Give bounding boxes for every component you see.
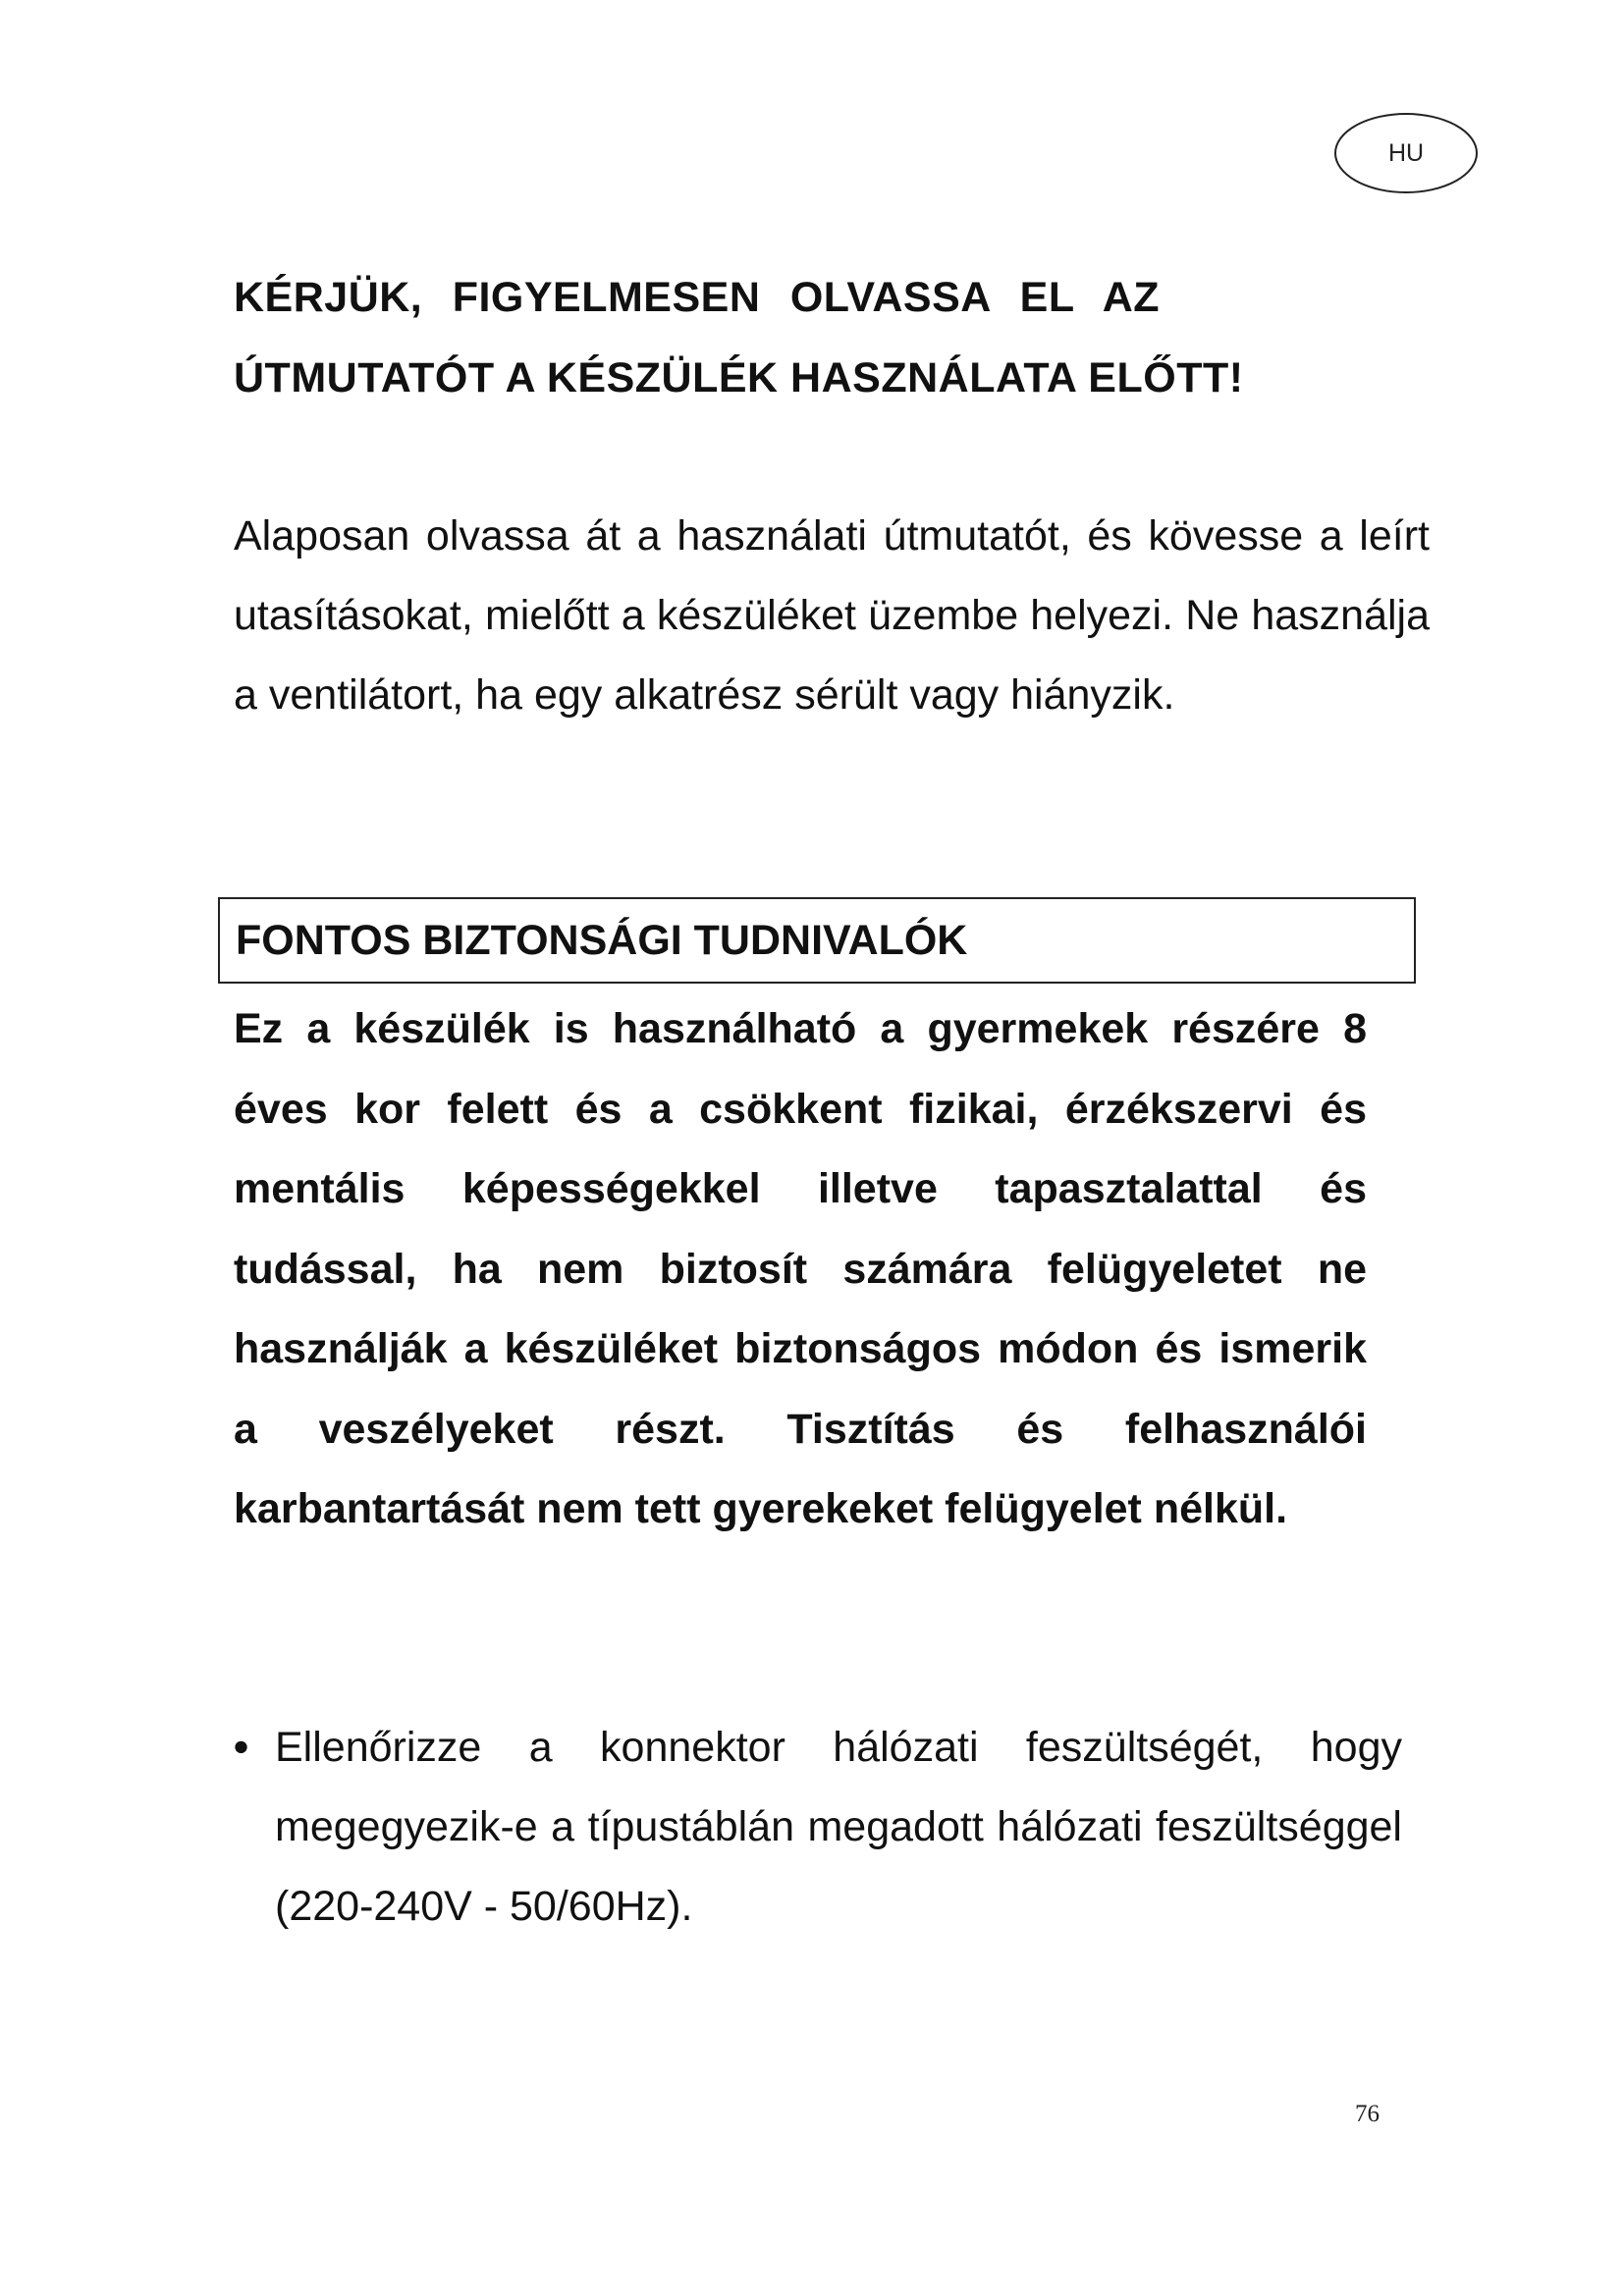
page-number: 76 xyxy=(1355,2101,1380,2127)
list-item-text: Ellenőrizze a konnektor hálózati feszültségét, hogy megegyezik-e a típustáblán megadott hálózati feszültséggel (220-240V - 50/60Hz). xyxy=(275,1724,1402,1930)
safety-heading-box xyxy=(218,897,1416,984)
language-badge xyxy=(1333,112,1479,194)
intro-paragraph: Alaposan olvassa át a használati útmutatót, és kövesse a leírt utasításokat, mielőtt a készüléket üzembe helyezi. Ne használja a ventilátort, ha egy alkatrész sérült vagy hiányzik. xyxy=(234,512,1430,719)
page-title xyxy=(234,257,1451,418)
bullet-icon: • xyxy=(234,1724,249,1771)
list-item xyxy=(234,1708,1402,1947)
page-title-line-2: ÚTMUTATÓT A KÉSZÜLÉK HASZNÁLATA ELŐTT! xyxy=(234,354,1244,401)
instruction-list xyxy=(234,1708,1402,1947)
safety-heading: FONTOS BIZTONSÁGI TUDNIVALÓK xyxy=(236,917,968,964)
safety-paragraph: Ez a készülék is használható a gyermekek részére 8 éves kor felett és a csökkent fizikai, érzékszervi és mentális képességekkel illetve tapasztalattal és tudással, ha nem biztosít számára felügyeletet ne használják a készüléket biztonságos módon és ismerik a veszélyeket részt. Tisztítás és felhasználói karbantartását nem tett gyerekeket felügyelet nélkül. xyxy=(234,1005,1367,1532)
page-title-line-1: KÉRJÜK, FIGYELMESEN OLVASSA EL AZ xyxy=(234,274,1161,321)
language-code: HU xyxy=(1387,139,1425,167)
